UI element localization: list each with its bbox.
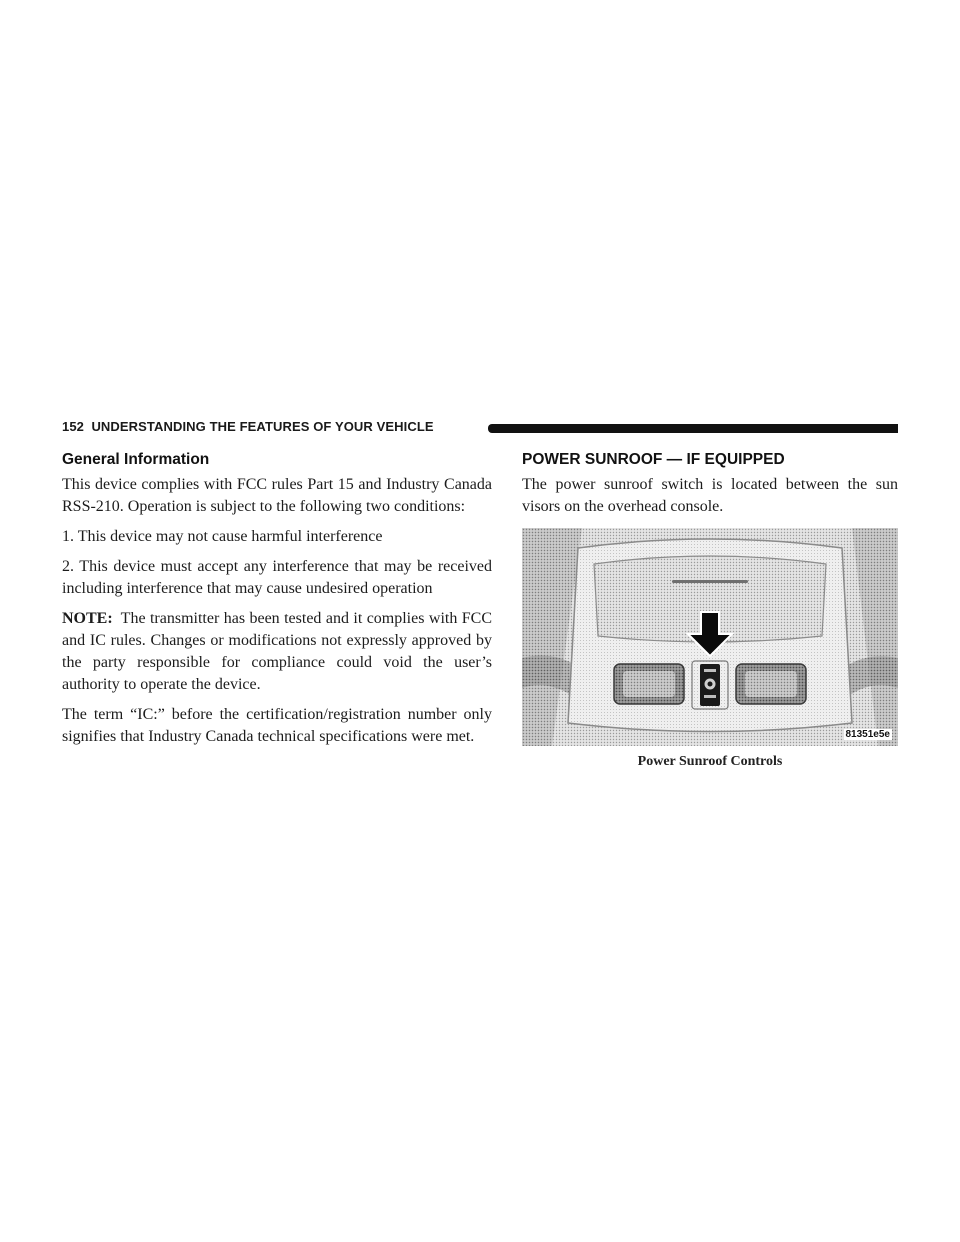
sunroof-intro: The power sunroof switch is located between the sun visors on the overhead console. (522, 476, 898, 515)
section-title: UNDERSTANDING THE FEATURES OF YOUR VEHICLE (91, 419, 434, 434)
condition-1: 1. This device may not cause harmful interference (62, 528, 383, 545)
power-sunroof-heading: POWER SUNROOF — IF EQUIPPED (522, 451, 785, 468)
condition-2: 2. This device must accept any interference that may be received including interference that may cause undesired operation (62, 558, 492, 597)
right-column (522, 450, 898, 770)
page-header-text (62, 419, 434, 434)
header-rule (488, 424, 898, 433)
note-text: The transmitter has been tested and it complies with FCC and IC rules. Changes or modifications not expressly approved by the party responsible for compliance could void the user’s authority to operate the device. (62, 610, 492, 693)
overhead-console-illustration (522, 528, 898, 746)
figure-code: 81351e5e (845, 729, 890, 740)
note-paragraph (62, 608, 492, 696)
figure-caption: Power Sunroof Controls (637, 754, 783, 769)
left-column (62, 450, 492, 748)
general-information-heading: General Information (62, 451, 210, 468)
page-number: 152 (62, 419, 84, 434)
note-label: NOTE: (62, 610, 113, 627)
page-header (62, 420, 898, 436)
ic-paragraph: The term “IC:” before the certification/registration number only signifies that Industry Canada technical specifications were met. (62, 706, 492, 745)
overhead-console-figure (522, 528, 898, 746)
compliance-paragraph: This device complies with FCC rules Part 15 and Industry Canada RSS-210. Operation is subject to the following two conditions: (62, 476, 492, 515)
